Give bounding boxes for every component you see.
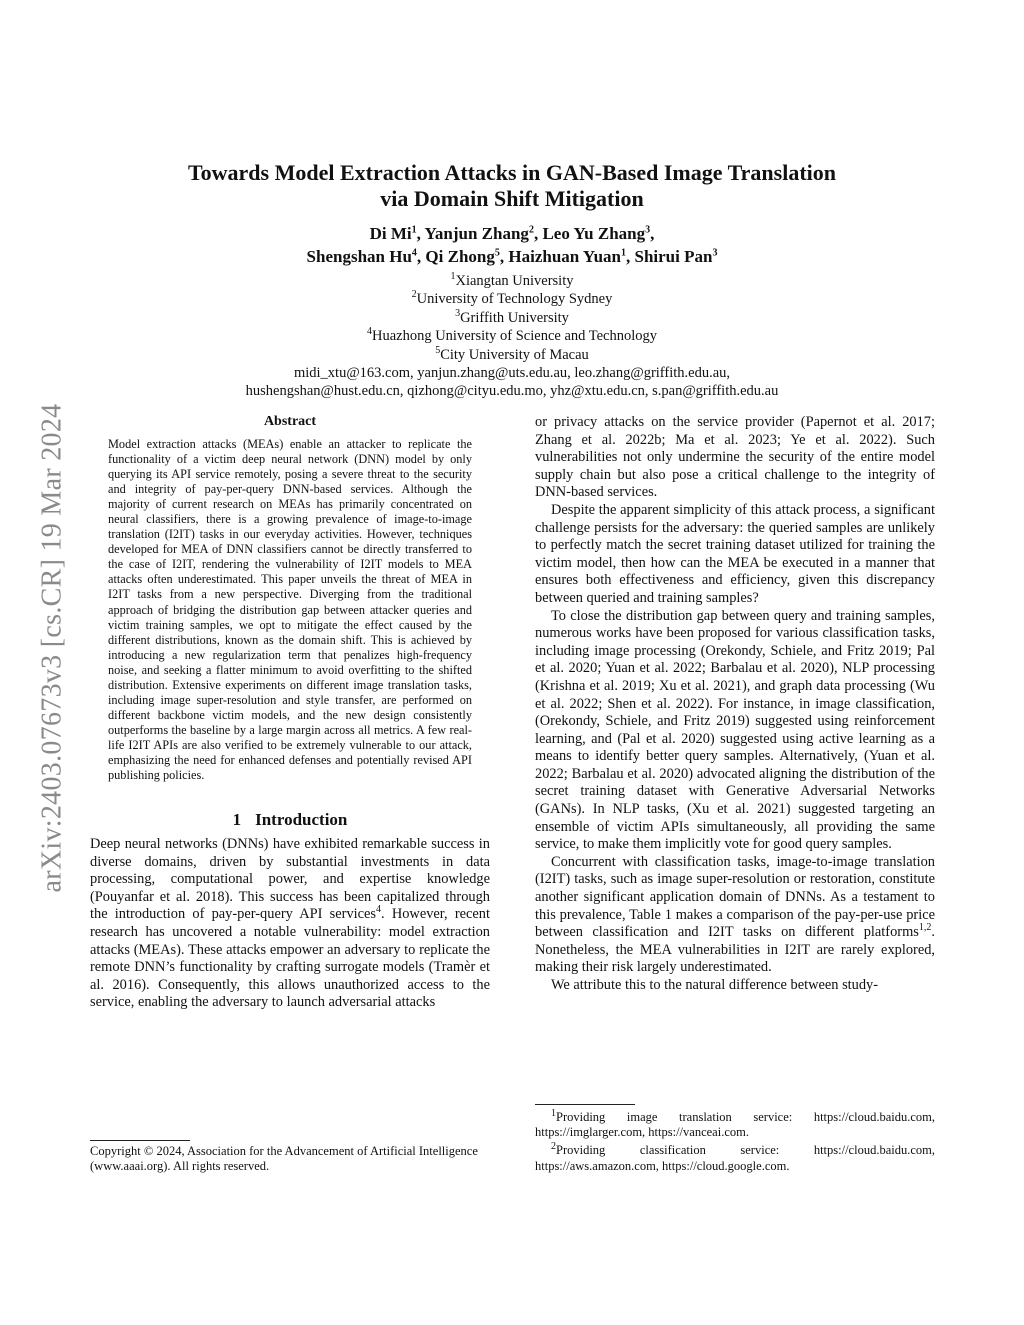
intro-paragraph-1	[90, 836, 490, 1012]
paper-header	[100, 160, 924, 401]
body-paragraph: To close the distribution gap between query and training samples, numerous works have been proposed for various classification tasks, including image processing (Orekondy, Schiele, and Fritz 2019; Pal et al. 2020; Yuan et al. 2022; Barbalau et al. 2020), NLP processing (Krishna et al. 2019; Xu et al. 2021), and graph data processing (Wu et al. 2022; Shen et al. 2022). For instance, in image classification, (Orekondy, Schiele, and Fritz 2019) suggested using reinforcement learning, and (Pal et al. 2020) suggested using active learning as a means to identify better query samples. Alternatively, (Yuan et al. 2022; Barbalau et al. 2020) advocated aligning the distribution of the secret training dataset with Generative Adversarial Networks (GANs). In NLP tasks, (Xu et al. 2021) suggested targeting an ensemble of victim APIs simultaneously, all providing the same service, to make them implicitly vote for good query samples.	[535, 607, 935, 853]
author-affil-mark: 1	[620, 247, 626, 259]
copyright-notice: Copyright © 2024, Association for the Advancement of Artificial Intelligence (www.aaai.org). All rights reserved.	[90, 1144, 478, 1174]
section-heading-introduction	[90, 810, 490, 830]
body-paragraph	[535, 854, 935, 977]
affiliation	[100, 327, 924, 345]
footnote-rule	[535, 1104, 635, 1105]
paragraph-text: Concurrent with classification tasks, image-to-image translation (I2IT) tasks, such as image super-resolution or restoration, constitute another significant application domain of DNNs. As a testament to this prevalence, Table 1 makes a comparison of the pay-per-use price between classification and I2IT tasks on different platforms	[535, 853, 935, 941]
footnote-text: Providing image translation service: https://cloud.baidu.com, https://imglarger.com, https://vanceai.com.	[535, 1110, 935, 1140]
author-name: Qi Zhong	[425, 247, 495, 266]
footnotes	[535, 1107, 935, 1177]
author-list	[100, 222, 924, 268]
author-name: Leo Yu Zhang	[542, 224, 646, 243]
email-line-1: midi_xtu@163.com, yanjun.zhang@uts.edu.au, leo.zhang@griffith.edu.au,	[293, 365, 731, 382]
affiliation-name: Griffith University	[460, 309, 569, 326]
footnote-mark: 1	[551, 1107, 556, 1119]
affiliation	[100, 272, 924, 290]
arxiv-id: arXiv:2403.07673v3 [cs.CR] 19 Mar 2024	[36, 403, 67, 893]
author-affil-mark: 2	[528, 224, 534, 236]
affiliation-name: City University of Macau	[440, 346, 589, 363]
footnote-text: Providing classification service: https://cloud.baidu.com, https://aws.amazon.com, https://cloud.google.com.	[535, 1143, 935, 1173]
author-name: Yanjun Zhang	[424, 224, 529, 243]
author-affil-mark: 5	[494, 247, 500, 259]
author-line-1: Di Mi$^1$, Yanjun Zhang$^2$, Leo Yu Zhang$^3$,	[369, 224, 655, 243]
author-name: Haizhuan Yuan	[508, 247, 621, 266]
footnote-mark: 2	[551, 1141, 556, 1153]
section-title: Introduction	[255, 810, 348, 830]
author-affil-mark: 1	[411, 224, 417, 236]
paper-title	[100, 160, 924, 212]
paragraph-text: . Nonetheless, the MEA vulnerabilities in I2IT are rarely explored, making their risk largely underestimated.	[535, 924, 935, 976]
affiliation-mark: 2	[411, 289, 417, 301]
copyright-rule	[90, 1140, 190, 1141]
paragraph-text: . However, recent research has uncovered a notable vulnerability: model extraction attacks (MEAs). These attacks empower an adversary to replicate the remote DNN’s functionality by crafting surrogate models (Tramèr et al. 2016). Consequently, this allows unauthorized access to the service, enabling the adversary to launch adversarial attacks	[90, 906, 490, 1011]
footnote-mark: 1,2	[918, 922, 932, 934]
body-paragraph: or privacy attacks on the service provider (Papernot et al. 2017; Zhang et al. 2022b; Ma et al. 2023; Ye et al. 2022). Such vulnerabilities not only undermine the security of the entire model supply chain but also pose a critical challenge to the integrity of DNN-based services.	[535, 414, 935, 501]
section-number: 1	[232, 810, 242, 830]
abstract-text: Model extraction attacks (MEAs) enable an attacker to replicate the functionality of a victim deep neural network (DNN) model by only querying its API service remotely, posing a severe threat to the security and integrity of pay-per-query DNN-based services. Although the majority of current research on MEAs has primarily concentrated on neural classifiers, there is a growing prevalence of image-to-image translation (I2IT) tasks in our everyday activities. However, techniques developed for MEA of DNN classifiers cannot be directly transferred to the case of I2IT, rendering the vulnerability of I2IT models to MEA attacks often underestimated. This paper unveils the threat of MEA in I2IT tasks from a new perspective. Diverging from the traditional approach of bridging the distribution gap between attacker queries and victim training samples, we opt to mitigate the effect caused by the different distributions, known as the domain shift. This is achieved by introducing a new regularization term that penalizes high-frequency noise, and seeking a flatter minimum to avoid overfitting to the shifted distribution. Extensive experiments on different image translation tasks, including image super-resolution and style transfer, are performed on different backbone victim models, and the new design consistently outperforms the baseline by a large margin across all metrics. A few real-life I2IT APIs are also verified to be extremely vulnerable to our attack, emphasizing the need for enhanced defenses and potentially revised API publishing policies.	[108, 437, 472, 783]
footnote-2	[535, 1143, 935, 1173]
paragraph-text: Deep neural networks (DNNs) have exhibited remarkable success in diverse domains, driven by substantial investments in data processing, computational power, and expertise knowledge (Pouyanfar et al. 2018). This success has been capitalized through the introduction of pay-per-query API services	[90, 836, 490, 923]
author-affil-mark: 3	[712, 247, 718, 259]
affiliation-mark: 3	[455, 307, 461, 319]
affiliation-mark: 1	[450, 271, 456, 283]
abstract-heading: Abstract	[263, 414, 317, 429]
affiliation-name: Xiangtan University	[455, 273, 574, 289]
affiliation	[100, 346, 924, 364]
title-line-1: Towards Model Extraction Attacks in GAN-Based Image Translation	[187, 160, 836, 185]
author-name: Di Mi	[369, 224, 412, 243]
title-line-2: via Domain Shift Mitigation	[380, 186, 644, 211]
author-affil-mark: 4	[411, 247, 417, 259]
email-list	[100, 364, 924, 401]
body-paragraph: We attribute this to the natural difference between study-	[551, 977, 879, 993]
footnote-1	[535, 1107, 935, 1140]
body-paragraph: Despite the apparent simplicity of this attack process, a significant challenge persists for the adversary: the queried samples are unlikely to perfectly match the secret training dataset utilized for training the victim model, then how can the MEA be executed in a manner that ensures both effectiveness and efficiency, given this discrepancy between queried and training samples?	[535, 501, 935, 606]
author-affil-mark: 3	[645, 224, 651, 236]
affiliation-list	[100, 272, 924, 364]
author-line-2: Shengshan Hu$^4$, Qi Zhong$^5$, Haizhuan Yuan$^1$, Shirui Pan$^3$	[306, 247, 718, 266]
affiliation-mark: 4	[366, 326, 372, 338]
author-name: Shirui Pan	[634, 247, 713, 266]
arxiv-stamp	[30, 350, 74, 946]
affiliation-mark: 5	[435, 344, 441, 356]
author-name: Shengshan Hu	[306, 247, 412, 266]
affiliation	[100, 309, 924, 327]
affiliation-name: University of Technology Sydney	[416, 291, 613, 308]
right-column	[535, 414, 935, 995]
email-line-2: hushengshan@hust.edu.cn, qizhong@cityu.edu.mo, yhz@xtu.edu.cn, s.pan@griffith.edu.au	[245, 383, 779, 400]
affiliation	[100, 290, 924, 308]
affiliation-name: Huazhong University of Science and Technology	[371, 328, 657, 345]
left-column	[90, 414, 490, 1012]
footnote-mark: 4	[376, 904, 382, 916]
